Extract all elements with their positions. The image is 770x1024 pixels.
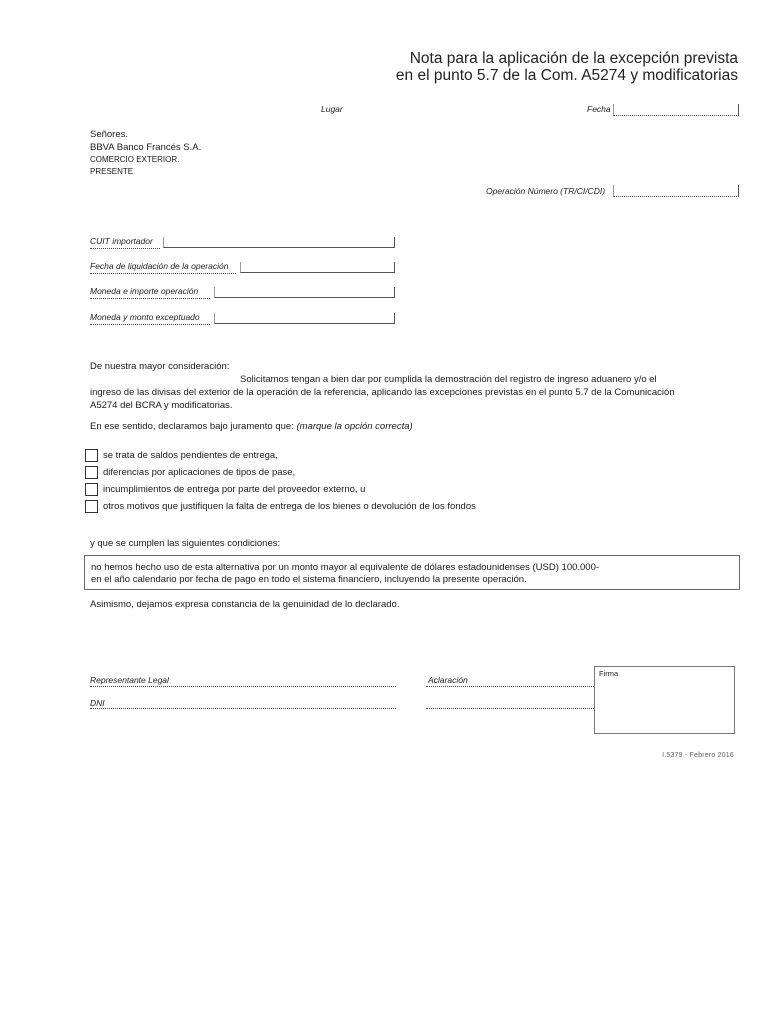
fecha-liquidacion-label: Fecha de liquidación de la operación	[90, 261, 229, 271]
conditions-intro: y que se cumplen las siguientes condiciones:	[90, 538, 281, 549]
moneda-monto-field[interactable]	[214, 313, 395, 324]
option-3-checkbox[interactable]	[85, 483, 98, 496]
option-1-checkbox[interactable]	[85, 449, 98, 462]
moneda-monto-label: Moneda y monto exceptuado	[90, 312, 200, 322]
moneda-importe-label: Moneda e importe operación	[90, 286, 199, 296]
cuit-label: CUIT importador	[90, 236, 153, 246]
addressee-line-1: Señores.	[90, 129, 129, 140]
cuit-label-underline	[90, 247, 160, 249]
addressee	[90, 128, 201, 178]
letter-body	[90, 360, 740, 412]
dni-field[interactable]	[90, 707, 396, 709]
dni-label: DNI	[90, 698, 105, 708]
title-line-1: Nota para la aplicación de la excepción prevista	[409, 50, 738, 67]
title-line-2: en el punto 5.7 de la Com. A5274 y modificatorias	[395, 67, 738, 84]
form-code: I.5379 - Febrero 2016	[662, 752, 734, 759]
declaration-hint: (marque la opción correcta)	[296, 421, 413, 432]
option-2-checkbox[interactable]	[85, 466, 98, 479]
fecha-field[interactable]	[613, 104, 739, 116]
addressee-line-2: BBVA Banco Francés S.A.	[90, 142, 202, 153]
firma-label: Firma	[599, 669, 619, 678]
representante-label: Representante Legal	[90, 675, 169, 685]
aclaracion-field[interactable]	[426, 685, 594, 687]
moneda-monto-label-underline	[90, 323, 210, 325]
operacion-label: Operación Número (TR/CI/CDI)	[486, 186, 606, 196]
document-title	[396, 50, 738, 84]
fecha-label: Fecha	[587, 104, 611, 114]
closing-statement: Asimismo, dejamos expresa constancia de la genuinidad de lo declarado.	[90, 599, 400, 610]
conditions-box	[84, 555, 740, 590]
option-1-label: se trata de saldos pendientes de entrega,	[103, 450, 278, 461]
moneda-importe-label-underline	[90, 297, 210, 299]
moneda-importe-field[interactable]	[214, 287, 395, 298]
lugar-label: Lugar	[321, 104, 343, 114]
operacion-field[interactable]	[613, 185, 739, 197]
conditions-line-2: en el año calendario por fecha de pago en todo el sistema financiero, incluyendo la presente operación.	[91, 574, 527, 585]
option-4-label: otros motivos que justifiquen la falta de entrega de los bienes o devolución de los fondos	[103, 501, 476, 512]
addressee-line-3: COMERCIO EXTERIOR.	[90, 155, 180, 164]
paragraph-line-2: ingreso de las divisas del exterior de la operación de la referencia, aplicando las excepciones previstas en el punto 5.7 de la Comunicación	[90, 387, 675, 398]
aclaracion-label: Aclaración	[428, 675, 468, 685]
cuit-field[interactable]	[163, 237, 395, 248]
representante-field[interactable]	[90, 685, 396, 687]
dni-field-secondary[interactable]	[426, 707, 594, 709]
greeting: De nuestra mayor consideración:	[90, 361, 230, 372]
conditions-line-1: no hemos hecho uso de esta alternativa por un monto mayor al equivalente de dólares estadounidenses (USD) 100.000-	[91, 562, 600, 573]
declaration-text: En ese sentido, declaramos bajo juramento que:	[90, 421, 294, 432]
declaration	[90, 420, 413, 433]
firma-box[interactable]	[594, 666, 735, 734]
fecha-liquidacion-field[interactable]	[240, 262, 395, 273]
option-4-checkbox[interactable]	[85, 500, 98, 513]
paragraph-line-3: A5274 del BCRA y modificatorias.	[90, 400, 233, 411]
fecha-liquidacion-label-underline	[90, 272, 236, 274]
option-2-label: diferencias por aplicaciones de tipos de pase,	[103, 467, 296, 478]
paragraph-line-1: Solicitamos tengan a bien dar por cumplida la demostración del registro de ingreso aduanero y/o el	[240, 374, 657, 385]
lugar-field[interactable]	[345, 106, 579, 107]
addressee-line-4: PRESENTE	[90, 167, 134, 176]
option-3-label: incumplimientos de entrega por parte del proveedor externo, u	[103, 484, 366, 495]
